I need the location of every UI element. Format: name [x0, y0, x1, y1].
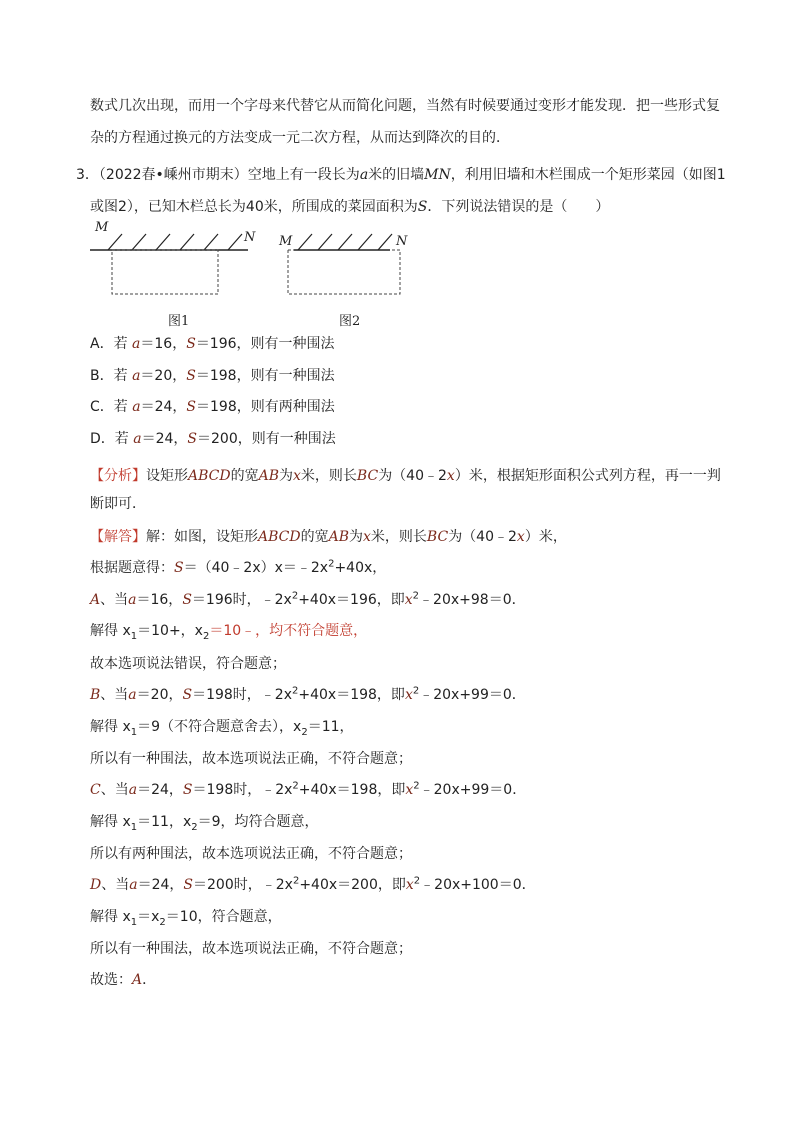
- intro-line-2: 杂的方程通过换元的方法变成一元二次方程，从而达到降次的目的．: [90, 130, 510, 146]
- question-number: 3．: [76, 167, 99, 183]
- analysis-line-1: 【分析】设矩形ABCD的宽AB为x米，则长BC为（40﹣2x）米，根据矩形面积公式列方程，再一一判: [90, 468, 721, 484]
- solution-line-1: 【解答】解：如图，设矩形ABCD的宽AB为x米，则长BC为（40﹣2x）米，: [90, 529, 567, 545]
- option-d: D．若 a＝24，S＝200，则有一种围法: [90, 431, 336, 447]
- question-stem-line-1: 3．（2022春•嵊州市期末）空地上有一段长为a米的旧墙MN，利用旧墙和木栏围成一个矩形菜园（如图1: [76, 167, 726, 183]
- fig2-label-m: M: [279, 234, 293, 249]
- case-a-conclusion: 故本选项说法错误，符合题意；: [90, 656, 286, 672]
- option-b: B．若 a＝20，S＝198，则有一种围法: [90, 368, 335, 384]
- solution-equation: 根据题意得：$S=(40﹣2x)x=﹣2x^2+40x$，: [90, 558, 387, 576]
- question-source: （2022春•嵊州市期末）: [98, 167, 248, 183]
- case-c-condition: C、当a＝24，S＝198时，$﹣2x^2+40x=198$，即$x^2﹣20x+99=0$．: [90, 780, 527, 798]
- case-b-solve: 解得 $x_1=9$（不符合题意舍去），$x_2=11$，: [90, 719, 354, 738]
- fig1-caption: 图1: [168, 314, 190, 329]
- case-c-conclusion: 所以有两种围法，故本选项说法正确，不符合题意；: [90, 846, 412, 862]
- case-b-condition: B、当a＝20，S＝198时，$﹣2x^2+40x=198$，即$x^2﹣20x+99=0$．: [90, 685, 526, 703]
- option-c: C．若 a＝24，S＝198，则有两种围法: [90, 399, 335, 415]
- figure-2-diagram: [284, 224, 404, 300]
- case-a-solve: 解得 $x_1=10+$，$x_2=10﹣$，均不符合题意，: [90, 623, 368, 642]
- case-c-solve: 解得 $x_1=11$，$x_2=9$，均符合题意，: [90, 814, 319, 833]
- option-a: A．若 a＝16，S＝196，则有一种围法: [90, 336, 335, 352]
- fig2-caption: 图2: [339, 314, 361, 329]
- figure-1-diagram: [88, 224, 258, 300]
- case-d-condition: D、当a＝24，S＝200时，$﹣2x^2+40x=200$，即$x^2﹣20x+100=0$．: [90, 875, 536, 893]
- fig1-label-n: N: [244, 230, 256, 245]
- case-b-conclusion: 所以有一种围法，故本选项说法正确，不符合题意；: [90, 751, 412, 767]
- analysis-line-2: 断即可．: [90, 496, 146, 512]
- case-a-condition: A、当a＝16，S＝196时，$﹣2x^2+40x=196$，即$x^2﹣20x+98=0$．: [90, 590, 526, 608]
- fig2-label-n: N: [396, 234, 408, 249]
- question-stem-line-2: 或图2），已知木栏总长为40米，所围成的菜园面积为S．下列说法错误的是（ ）: [90, 199, 610, 215]
- case-d-solve: 解得 $x_1=x_2=10$，符合题意，: [90, 909, 282, 928]
- fig1-label-m: M: [95, 220, 109, 235]
- intro-line-1: 数式几次出现，而用一个字母来代替它从而简化问题，当然有时候要通过变形才能发现．把一些形式复: [90, 98, 720, 114]
- final-answer: 故选：A．: [90, 972, 157, 988]
- case-d-conclusion: 所以有一种围法，故本选项说法正确，不符合题意；: [90, 941, 412, 957]
